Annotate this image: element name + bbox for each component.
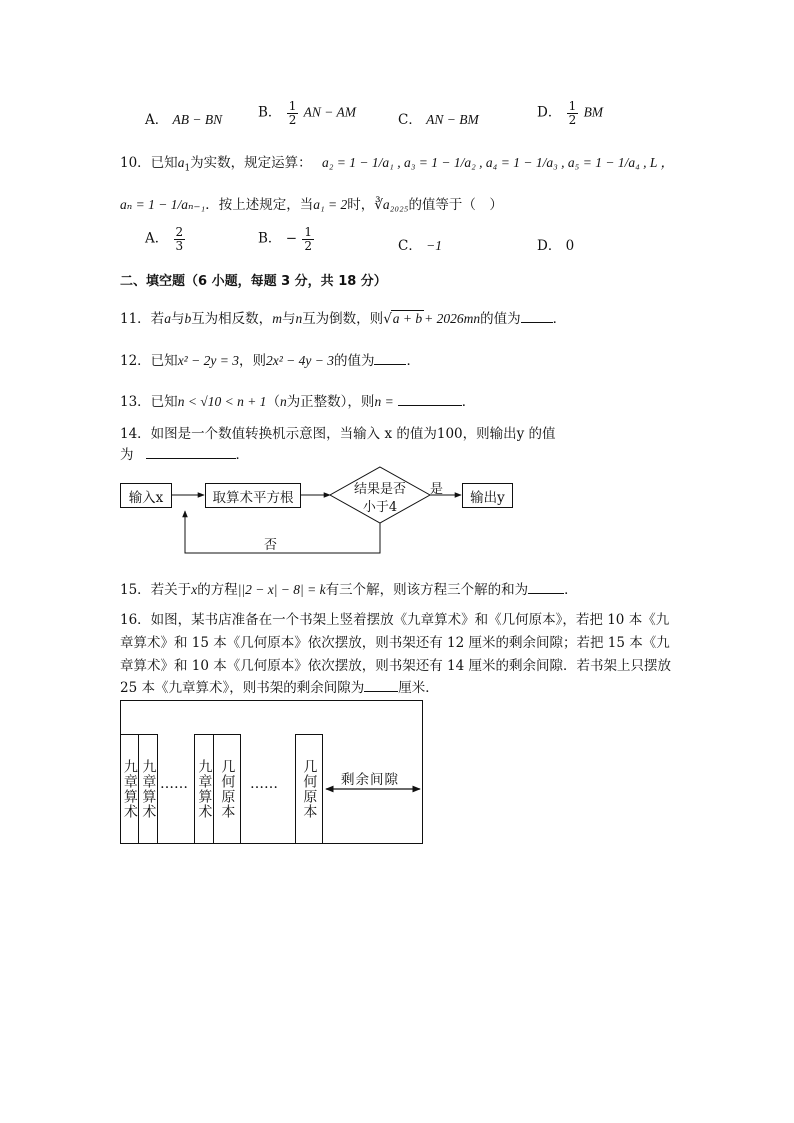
question-text: ．按上述规定，当 — [205, 197, 314, 213]
punctuation: ． — [406, 353, 420, 369]
option-label: C． — [398, 238, 422, 254]
question-text: 10．已知 — [120, 155, 178, 171]
denominator: 3 — [175, 238, 184, 253]
no-label: 否 — [264, 538, 278, 553]
book-title: 九章算术 — [140, 759, 157, 819]
option-text: BM — [583, 104, 604, 120]
question-text: 11．若 — [120, 311, 165, 327]
option-label: A． — [145, 112, 169, 128]
option-label: C． — [398, 112, 422, 128]
option-label: A． — [145, 230, 169, 247]
box-label: 输入x — [128, 489, 164, 506]
punctuation: ． — [564, 582, 578, 598]
denominator: 2 — [288, 112, 297, 127]
question-text: 的值等于（ ） — [408, 197, 503, 213]
variable: a — [164, 311, 171, 326]
option-text: AN − BM — [426, 112, 479, 127]
expression: + 2026mn — [424, 311, 481, 326]
expression: x² − 2y = 3 — [177, 353, 239, 368]
subscript: 1 — [184, 163, 191, 174]
expression: n = — [374, 394, 394, 409]
question-text: 为正整数），则 — [286, 394, 375, 410]
condition: a₁ = 2 — [313, 197, 348, 212]
option-label: B． — [258, 104, 282, 121]
question-text: 为实数，规定运算： — [190, 155, 312, 171]
question-text: 15．若关于 — [120, 582, 192, 598]
question-text: 厘米． — [398, 680, 439, 696]
q16-line3: 章算术》和 10 本《几何原本》依次摆放，则书架还有 14 厘米的剩余间隙．若书架上只摆放 — [120, 658, 672, 674]
question-text: 12．已知 — [120, 353, 178, 369]
variable: n — [279, 394, 287, 409]
cube-root-expression: ∛a₂₀₂₅ — [374, 197, 409, 212]
book-title: 九章算术 — [196, 759, 213, 819]
minus-sign: − — [285, 230, 298, 247]
general-formula: aₙ = 1 − 1/aₙ₋₁ — [120, 197, 206, 212]
question-text: 的值为 — [480, 311, 521, 327]
variable: m — [272, 311, 282, 326]
option-text: 0 — [565, 238, 575, 254]
numerator: 1 — [304, 225, 312, 239]
option-label: B． — [258, 230, 282, 247]
question-text: 与 — [281, 311, 296, 327]
recursive-formula: a₂ = 1 − 1/a₁ , a₃ = 1 − 1/a₂ , a₄ = 1 − 1/a₃ , a₅ = 1 − 1/a₄ , L ， — [321, 155, 675, 170]
punctuation: ． — [461, 394, 476, 410]
numerator: 2 — [175, 225, 184, 239]
book-title: 几何原本 — [301, 759, 318, 819]
box-label: 输出y — [470, 489, 505, 506]
punctuation: ． — [235, 447, 249, 463]
q14-line1: 14．如图是一个数值转换机示意图，当输入 x 的值为100，则输出y 的值 — [120, 426, 556, 442]
box-label: 取算术平方根 — [212, 489, 294, 506]
book-title: 九章算术 — [121, 759, 138, 819]
question-text: 互为相反数， — [191, 311, 273, 327]
sqrt-sign: √ — [383, 311, 392, 327]
yes-label: 是 — [430, 482, 444, 497]
question-text: 的方程 — [197, 582, 238, 598]
book-title: 几何原本 — [219, 759, 236, 819]
variable: n — [295, 311, 303, 326]
question-text: 互为倒数，则 — [302, 311, 384, 327]
section-title: 二、填空题（6 小题，每题 3 分，共 18 分） — [120, 274, 387, 289]
question-text: （ — [266, 394, 280, 410]
numerator: 1 — [288, 99, 297, 113]
numerator: 1 — [568, 99, 577, 113]
sqrt-radicand: a + b — [392, 311, 423, 326]
option-text: −1 — [426, 238, 443, 253]
q16-line1: 16．如图，某书店准备在一个书架上竖着摆放《九章算术》和《几何原本》，若把 10 本《九 — [120, 612, 670, 628]
option-text: AN − AM — [303, 104, 357, 120]
ellipsis: …… — [250, 776, 278, 792]
ellipsis: …… — [160, 776, 188, 792]
question-text: 的值为 — [333, 353, 375, 369]
question-text: 时， — [347, 197, 375, 213]
question-text: 为 — [120, 447, 134, 463]
option-text: AB − BN — [172, 112, 223, 127]
question-text: 13．已知 — [120, 394, 178, 410]
option-label: D． — [537, 238, 562, 254]
variable: x — [191, 582, 198, 597]
decision-line-2: 小于4 — [362, 500, 398, 515]
inequality: n < √10 < n + 1 — [177, 394, 267, 409]
question-text: 与 — [170, 311, 185, 327]
q16-line2: 章算术》和 15 本《几何原本》依次摆放，则书架还有 12 厘米的剩余间隙；若把 15 本《九 — [120, 635, 670, 651]
variable: a — [177, 155, 185, 170]
expression: 2x² − 4y − 3 — [265, 353, 334, 368]
decision-line-1: 结果是否 — [353, 482, 406, 497]
question-text: 25 本《九章算术》，则书架的剩余间隙为 — [120, 680, 365, 696]
punctuation: ． — [552, 311, 567, 327]
variable: b — [184, 311, 192, 326]
question-text: ，则 — [238, 353, 266, 369]
option-label: D． — [537, 104, 562, 121]
denominator: 2 — [568, 112, 577, 127]
denominator: 2 — [304, 238, 312, 253]
equation: ||2 − x| − 8| = k — [237, 582, 326, 597]
gap-label: 剩余间隙 — [341, 772, 399, 788]
question-text: 有三个解，则该方程三个解的和为 — [325, 582, 529, 598]
